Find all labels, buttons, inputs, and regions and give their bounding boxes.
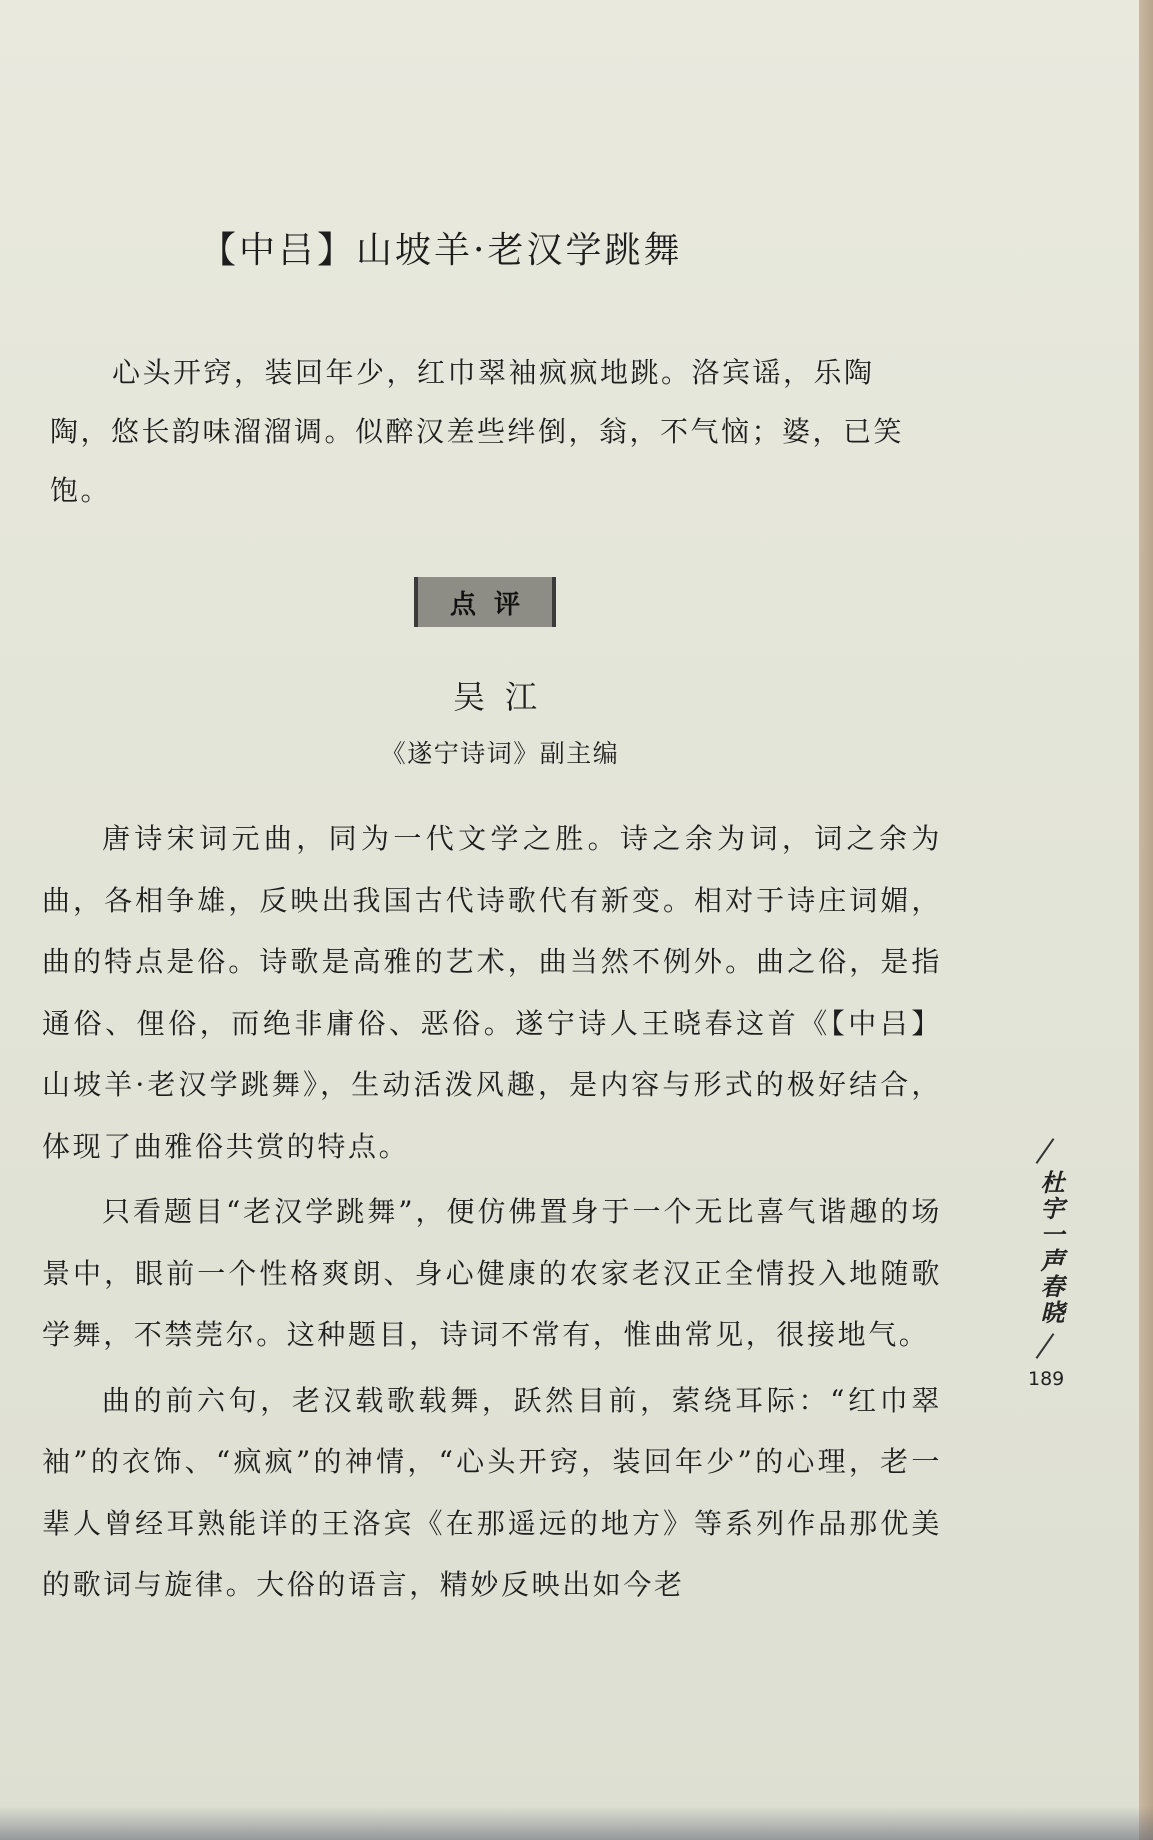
- review-paragraph: 只看题目“老汉学跳舞”，便仿佛置身于一个无比喜气谐趣的场景中，眼前一个性格爽朗、身心健康的农家老汉正全情投入地随歌学舞，不禁莞尔。这种题目，诗词不常有，惟曲常见，很接地气。: [42, 1195, 942, 1351]
- review-body: [42, 808, 942, 1620]
- book-edge: [1139, 0, 1153, 1840]
- author-name: 吴江: [452, 678, 557, 716]
- side-book-title: 杜宇一声春晓: [1036, 1170, 1065, 1326]
- poem-title: 【中吕】山坡羊·老汉学跳舞: [200, 230, 683, 271]
- page-number: 189: [1028, 1368, 1065, 1390]
- review-paragraph: 曲的前六句，老汉载歌载舞，跃然目前，萦绕耳际：“红巾翠袖”的衣饰、“疯疯”的神情，“心头开窍，装回年少”的心理，老一辈人曾经耳熟能详的王洛宾《在那遥远的地方》等系列作品那优美的歌词与旋律。大俗的语言，精妙反映出如今老: [42, 1383, 942, 1601]
- author-role: 《遂宁诗词》副主编: [380, 739, 620, 768]
- poem-text: 心头开窍，装回年少，红巾翠袖疯疯地跳。洛宾谣，乐陶陶，悠长韵味溜溜调。似醉汉差些绊倒，翁，不气恼；婆，已笑饱。: [50, 356, 905, 507]
- side-rule-top: [1036, 1138, 1055, 1164]
- review-paragraph: 唐诗宋词元曲，同为一代文学之胜。诗之余为词，词之余为曲，各相争雄，反映出我国古代诗歌代有新变。相对于诗庄词媚，曲的特点是俗。诗歌是高雅的艺术，曲当然不例外。曲之俗，是指通俗、俚俗，而绝非庸俗、恶俗。遂宁诗人王晓春这首《【中吕】山坡羊·老汉学跳舞》，生动活泼风趣，是内容与形式的极好结合，体现了曲雅俗共赏的特点。: [42, 822, 942, 1163]
- page-bottom-shadow: [0, 1806, 1153, 1840]
- side-rule-bottom: [1036, 1333, 1055, 1359]
- review-badge: 点评: [414, 577, 556, 627]
